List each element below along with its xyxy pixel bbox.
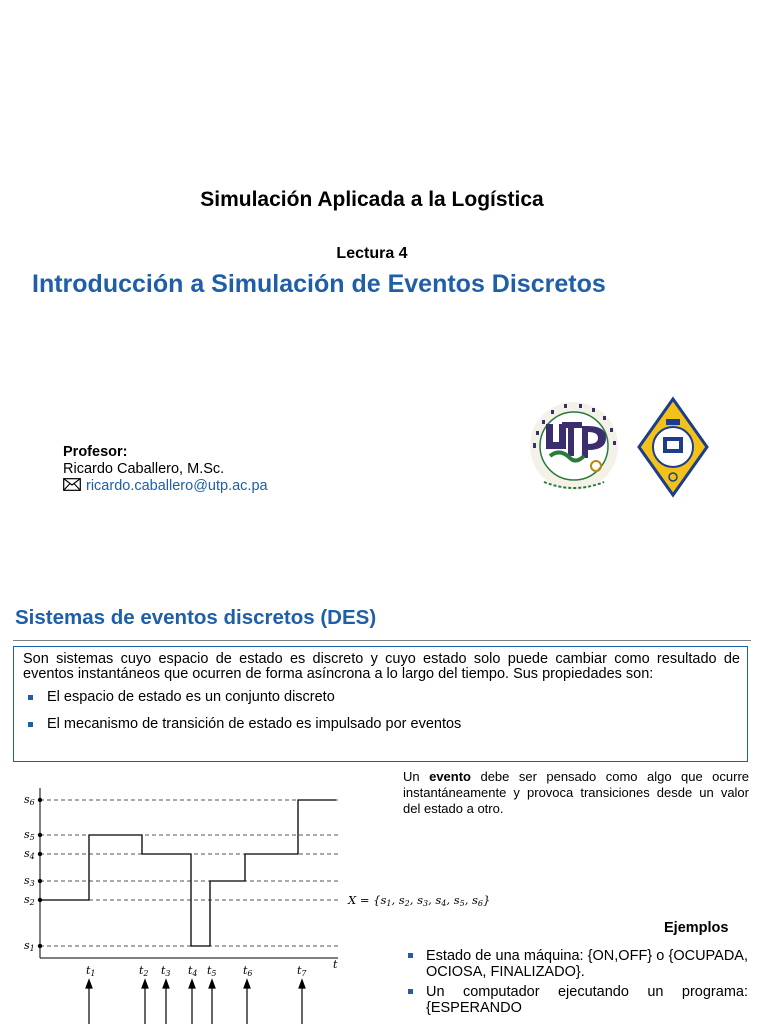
time-label-t3: t3 [161, 964, 171, 978]
bullet-icon [28, 722, 33, 727]
examples-heading: Ejemplos [664, 920, 729, 936]
state-trajectory-plot [14, 768, 491, 1024]
state-label-s2: s2 [24, 893, 35, 907]
time-label-t6: t6 [243, 964, 253, 978]
state-label-s3: s3 [24, 874, 35, 888]
list-item: Estado de una máquina: {ON,OFF} o {OCUPADA, OCIOSA, FINALIZADO}. [405, 948, 748, 980]
time-label-t7: t7 [297, 964, 307, 978]
event-note: Un evento debe ser pensado como algo que ocurre instantáneamente y provoca transiciones desde un valor del estado a otro. [403, 769, 750, 816]
envelope-icon [63, 478, 81, 491]
list-item: El espacio de estado es un conjunto discreto [23, 690, 740, 705]
time-label-t5: t5 [207, 964, 217, 978]
course-title: Simulación Aplicada a la Logística [200, 188, 544, 211]
properties-list [23, 690, 740, 732]
definition-box [13, 646, 748, 762]
professor-label: Profesor: [63, 444, 128, 460]
time-label-t1: t1 [86, 964, 96, 978]
professor-block [63, 444, 268, 495]
bullet-icon [28, 695, 33, 700]
bullet-icon [408, 989, 413, 994]
professor-name: Ricardo Caballero, M.Sc. [63, 461, 225, 477]
fii-logo [637, 397, 709, 497]
state-label-s6: s6 [24, 793, 35, 807]
list-item: El mecanismo de transición de estado es impulsado por eventos [23, 717, 740, 732]
definition-text: Son sistemas cuyo espacio de estado es discreto y cuyo estado solo puede cambiar como resultado de eventos instantáneos que ocurren de forma asíncrona a lo largo del tiempo. Sus propiedades son: [23, 651, 740, 682]
state-label-s4: s4 [24, 847, 35, 861]
bullet-icon [408, 953, 413, 958]
slide-heading: Sistemas de eventos discretos (DES) [15, 606, 377, 629]
examples-list [405, 948, 748, 1020]
list-item: Un computador ejecutando un programa: {ESPERANDO [405, 984, 748, 1016]
state-label-s1: s1 [24, 939, 35, 953]
time-label-t2: t2 [139, 964, 149, 978]
heading-divider [13, 640, 751, 641]
time-axis-label: t [333, 958, 338, 971]
lecture-number: Lectura 4 [336, 245, 408, 262]
utp-logo [524, 398, 624, 498]
email-link[interactable]: ricardo.caballero@utp.ac.pa [86, 478, 268, 494]
des-slide [0, 576, 768, 1024]
main-title: Introducción a Simulación de Eventos Discretos [32, 270, 606, 298]
state-label-s5: s5 [24, 828, 35, 842]
state-set-expression: X = {s1, s2, s3, s4, s5, s6} [348, 893, 491, 908]
time-label-t4: t4 [188, 964, 198, 978]
